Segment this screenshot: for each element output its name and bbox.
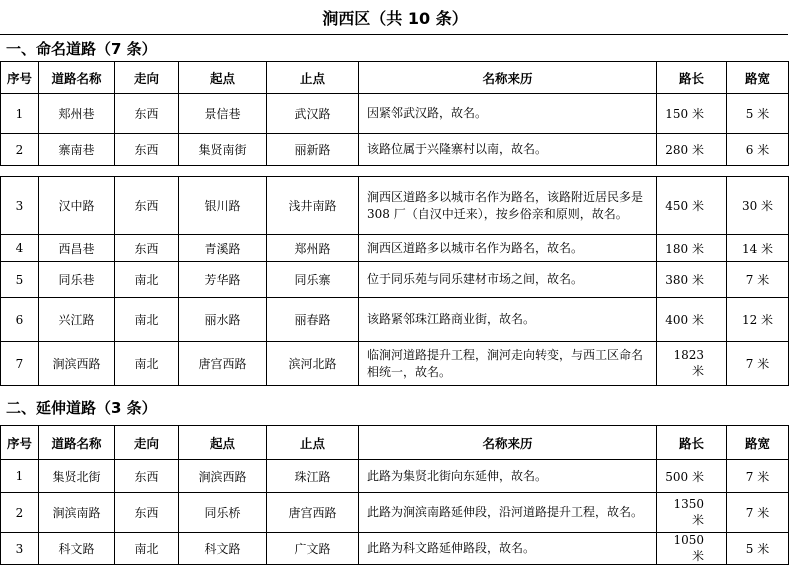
column-header-length: 路长 — [657, 426, 727, 460]
cell-origin: 位于同乐苑与同乐建材市场之间，故名。 — [359, 262, 657, 298]
cell-end: 珠江路 — [267, 460, 359, 493]
cell-no: 3 — [1, 533, 39, 565]
cell-no: 3 — [1, 177, 39, 235]
cell-length: 500 米 — [657, 460, 727, 493]
cell-origin: 因紧邻武汉路，故名。 — [359, 94, 657, 134]
table-row — [1, 134, 789, 166]
cell-origin: 临涧河道路提升工程，涧河走向转变，与西工区命名相统一，故名。 — [359, 342, 657, 386]
table-header-row — [1, 62, 789, 94]
cell-name: 寨南巷 — [39, 134, 115, 166]
cell-direction: 南北 — [115, 262, 179, 298]
table-row — [1, 177, 789, 235]
named-roads-table-part-a — [0, 61, 789, 166]
cell-start: 唐宫西路 — [179, 342, 267, 386]
cell-length: 400 米 — [657, 298, 727, 342]
cell-end: 武汉路 — [267, 94, 359, 134]
named-roads-table-part-b — [0, 176, 789, 386]
section-heading-named-roads: 一、命名道路（7 条） — [6, 39, 157, 58]
column-header-width: 路宽 — [727, 426, 789, 460]
cell-length: 450 米 — [657, 177, 727, 235]
cell-direction: 东西 — [115, 177, 179, 235]
cell-origin: 此路为涧滨南路延伸段，沿河道路提升工程，故名。 — [359, 493, 657, 533]
column-header-origin: 名称来历 — [359, 62, 657, 94]
cell-start: 芳华路 — [179, 262, 267, 298]
cell-width: 5 米 — [727, 94, 789, 134]
column-header-length: 路长 — [657, 62, 727, 94]
column-header-width: 路宽 — [727, 62, 789, 94]
cell-start: 丽水路 — [179, 298, 267, 342]
cell-end: 广文路 — [267, 533, 359, 565]
table-row — [1, 533, 789, 565]
title-divider — [0, 34, 788, 35]
cell-end: 丽春路 — [267, 298, 359, 342]
cell-name: 涧滨西路 — [39, 342, 115, 386]
cell-direction: 南北 — [115, 342, 179, 386]
cell-start: 青溪路 — [179, 235, 267, 262]
column-header-end: 止点 — [267, 62, 359, 94]
column-header-direction: 走向 — [115, 426, 179, 460]
cell-no: 2 — [1, 493, 39, 533]
cell-length: 380 米 — [657, 262, 727, 298]
column-header-start: 起点 — [179, 426, 267, 460]
section-heading-extended-roads: 二、延伸道路（3 条） — [6, 398, 157, 417]
cell-name: 汉中路 — [39, 177, 115, 235]
cell-origin: 该路位属于兴隆寨村以南，故名。 — [359, 134, 657, 166]
cell-name: 郏州巷 — [39, 94, 115, 134]
cell-length: 180 米 — [657, 235, 727, 262]
cell-width: 7 米 — [727, 460, 789, 493]
cell-origin: 涧西区道路多以城市名作为路名，故名。 — [359, 235, 657, 262]
cell-width: 5 米 — [727, 533, 789, 565]
cell-direction: 东西 — [115, 94, 179, 134]
page-title: 涧西区（共 10 条） — [322, 8, 468, 28]
cell-start: 集贤南街 — [179, 134, 267, 166]
cell-origin: 此路为集贤北街向东延伸，故名。 — [359, 460, 657, 493]
cell-width: 7 米 — [727, 493, 789, 533]
table-row — [1, 235, 789, 262]
cell-origin: 该路紧邻珠江路商业街，故名。 — [359, 298, 657, 342]
cell-length: 150 米 — [657, 94, 727, 134]
cell-name: 同乐巷 — [39, 262, 115, 298]
cell-start: 涧滨西路 — [179, 460, 267, 493]
cell-width: 7 米 — [727, 342, 789, 386]
column-header-no: 序号 — [1, 62, 39, 94]
column-header-end: 止点 — [267, 426, 359, 460]
table-row — [1, 342, 789, 386]
column-header-direction: 走向 — [115, 62, 179, 94]
cell-width: 30 米 — [727, 177, 789, 235]
cell-no: 7 — [1, 342, 39, 386]
table-header-row — [1, 426, 789, 460]
cell-no: 1 — [1, 460, 39, 493]
cell-start: 银川路 — [179, 177, 267, 235]
cell-origin: 此路为科文路延伸路段，故名。 — [359, 533, 657, 565]
table-row — [1, 262, 789, 298]
table-row — [1, 298, 789, 342]
cell-origin: 涧西区道路多以城市名作为路名，该路附近居民多是 308 厂（自汉中迁来），按乡俗亲和原则，故名。 — [359, 177, 657, 235]
cell-no: 1 — [1, 94, 39, 134]
extended-roads-table — [0, 425, 789, 565]
cell-direction: 南北 — [115, 533, 179, 565]
cell-name: 科文路 — [39, 533, 115, 565]
cell-start: 科文路 — [179, 533, 267, 565]
cell-width: 6 米 — [727, 134, 789, 166]
cell-name: 涧滨南路 — [39, 493, 115, 533]
column-header-name: 道路名称 — [39, 62, 115, 94]
column-header-origin: 名称来历 — [359, 426, 657, 460]
cell-length: 1823 米 — [657, 342, 727, 386]
cell-no: 5 — [1, 262, 39, 298]
cell-name: 兴江路 — [39, 298, 115, 342]
cell-width: 12 米 — [727, 298, 789, 342]
table-row — [1, 94, 789, 134]
cell-start: 景信巷 — [179, 94, 267, 134]
cell-end: 郑州路 — [267, 235, 359, 262]
cell-end: 浅井南路 — [267, 177, 359, 235]
column-header-no: 序号 — [1, 426, 39, 460]
column-header-name: 道路名称 — [39, 426, 115, 460]
cell-width: 7 米 — [727, 262, 789, 298]
cell-end: 滨河北路 — [267, 342, 359, 386]
table-row — [1, 460, 789, 493]
cell-end: 同乐寨 — [267, 262, 359, 298]
table-row — [1, 493, 789, 533]
cell-name: 集贤北街 — [39, 460, 115, 493]
cell-name: 西昌巷 — [39, 235, 115, 262]
cell-length: 1350 米 — [657, 493, 727, 533]
column-header-start: 起点 — [179, 62, 267, 94]
cell-direction: 东西 — [115, 235, 179, 262]
cell-length: 1050 米 — [657, 533, 727, 565]
cell-no: 2 — [1, 134, 39, 166]
cell-direction: 东西 — [115, 134, 179, 166]
cell-no: 6 — [1, 298, 39, 342]
cell-direction: 东西 — [115, 493, 179, 533]
cell-direction: 南北 — [115, 298, 179, 342]
cell-end: 唐宫西路 — [267, 493, 359, 533]
cell-no: 4 — [1, 235, 39, 262]
cell-length: 280 米 — [657, 134, 727, 166]
cell-direction: 东西 — [115, 460, 179, 493]
cell-end: 丽新路 — [267, 134, 359, 166]
cell-start: 同乐桥 — [179, 493, 267, 533]
cell-width: 14 米 — [727, 235, 789, 262]
